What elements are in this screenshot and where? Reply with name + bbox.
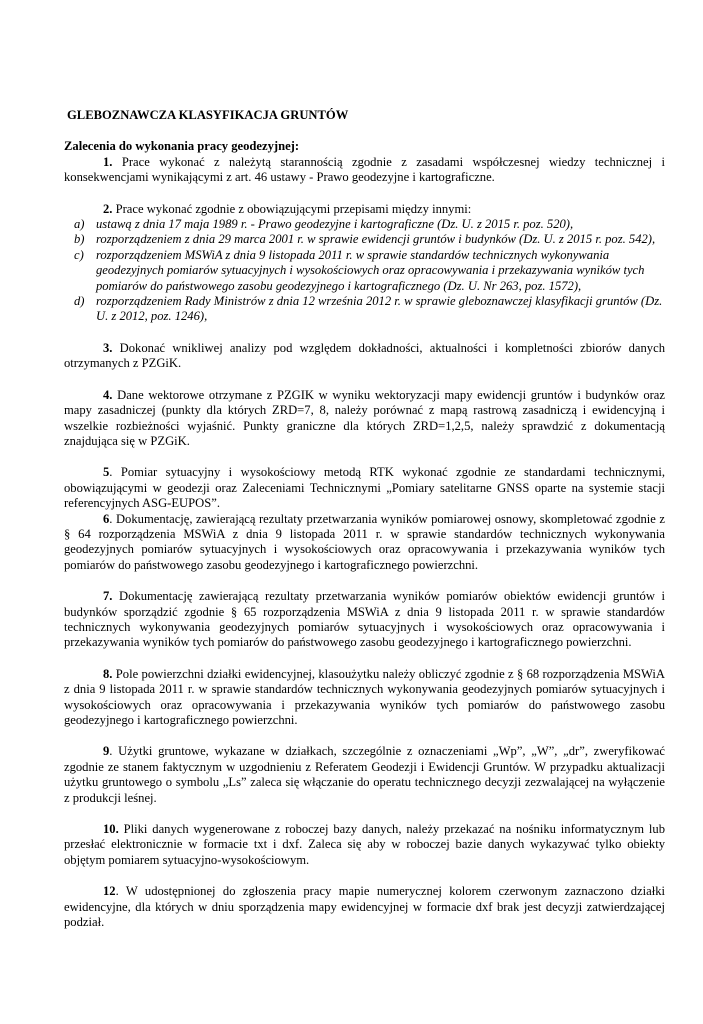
paragraph-6	[64, 512, 665, 574]
list-item	[64, 217, 665, 232]
paragraph-text: . W udostępnionej do zgłoszenia pracy mapie numerycznej kolorem czerwonym zaznaczono działki ewidencyjne, dla których w dniu sporządzenia mapy ewidencyjnej w formacie dxf brak jest decyzji zatwierdzającej podział.	[64, 884, 665, 930]
list-marker: d)	[74, 294, 85, 309]
paragraph-number: 10.	[103, 822, 119, 837]
list-item-text: ustawą z dnia 17 maja 1989 r. - Prawo geodezyjne i kartograficzne (Dz. U. z 2015 r. poz. 520),	[96, 217, 574, 232]
legal-basis-list	[64, 217, 665, 325]
paragraph-text: Pliki danych wygenerowane z roboczej bazy danych, należy przekazać na nośniku informatycznym lub przesłać elektronicznie w formacie txt i dxf. Zaleca się aby w roboczej bazie danych wykazywać tylko obiekty objętym pomiarem sytuacyjno-wysokościowym.	[64, 822, 665, 867]
paragraph-text: Dokumentację zawierającą rezultaty przetwarzania wyników pomiarów obiektów ewidencji gruntów i budynków sporządzić zgodnie § 65 rozporządzenia MSWiA z dnia 9 listopada 2011 r. w sprawie standardów technicznych wykonywania geodezyjnych pomiarów sytuacyjnych i wysokościowych oraz opracowywania i przekazywania wyników tych pomiarów do państwowego zasobu geodezyjnego i kartograficznego powierzchni.	[64, 589, 665, 650]
paragraph-number: 4.	[103, 387, 113, 402]
section-heading: Zalecenia do wykonania pracy geodezyjnej:	[64, 139, 300, 154]
list-marker: c)	[74, 247, 84, 262]
list-marker: a)	[74, 217, 85, 232]
paragraph-number: 8.	[103, 666, 113, 681]
paragraph-text: . Pomiar sytuacyjny i wysokościowy metodą RTK wykonać zgodnie ze standardami technicznymi, obowiązującymi w geodezji oraz Zaleceniami Technicznymi „Pomiary satelitarne GNSS oparte na systemie stacji referencyjnych ASG-EUPOS”.	[64, 465, 665, 511]
paragraph-number: 5	[103, 465, 110, 480]
paragraph-10	[64, 822, 665, 868]
paragraph-7	[64, 589, 665, 651]
paragraph-number: 3.	[103, 340, 113, 355]
paragraph-3	[64, 341, 665, 372]
paragraph-text: Pole powierzchni działki ewidencyjnej, klasoużytku należy obliczyć zgodnie z § 68 rozporządzenia MSWiA z dnia 9 listopada 2011 r. w sprawie standardów technicznych wykonywania geodezyjnych pomiarów sytuacyjnych i wysokościowych oraz opracowywania i przekazywania wyników tych pomiarów do państwowego zasobu geodezyjnego i kartograficznego powierzchni.	[64, 666, 665, 727]
paragraph-2	[64, 202, 665, 217]
paragraph-text: Prace wykonać zgodnie z obowiązującymi przepisami między innymi:	[112, 201, 472, 216]
paragraph-8	[64, 667, 665, 729]
paragraph-number: 7.	[103, 589, 113, 604]
paragraph-5	[64, 465, 665, 511]
paragraph-text: Prace wykonać z należytą starannością zgodnie z zasadami współczesnej wiedzy technicznej i konsekwencjami wynikającymi z art. 46 ustawy - Prawo geodezyjne i kartograficzne.	[64, 154, 665, 185]
paragraph-number: 6	[103, 511, 110, 526]
paragraph-9	[64, 744, 665, 806]
paragraph-4	[64, 388, 665, 450]
document-title: GLEBOZNAWCZA KLASYFIKACJA GRUNTÓW	[67, 108, 349, 122]
list-item	[64, 294, 665, 325]
document-body	[64, 108, 665, 930]
list-marker: b)	[74, 232, 85, 247]
paragraph-text: . Użytki gruntowe, wykazane w działkach, szczególnie z oznaczeniami „Wp”, „W”, „dr”, zweryfikować zgodnie ze stanem faktycznym w uzgodnieniu z Referatem Geodezji i Ewidencji Gruntów. W przypadku aktualizacji użytku gruntowego o symbolu „Ls” zaleca się włączanie do operatu technicznego decyzji zezwalającej na wyłączenie z produkcji leśnej.	[64, 744, 665, 805]
list-item-text: rozporządzeniem z dnia 29 marca 2001 r. w sprawie ewidencji gruntów i budynków (Dz. U. z 2015 r. poz. 542),	[96, 232, 656, 247]
paragraph-text: Dokonać wnikliwej analizy pod względem dokładności, aktualności i kompletności zbiorów danych otrzymanych z PZGiK.	[64, 340, 665, 371]
list-item	[64, 232, 665, 247]
paragraph-12	[64, 884, 665, 930]
list-item	[64, 248, 665, 294]
paragraph-number: 9	[103, 744, 110, 759]
paragraph-text: . Dokumentację, zawierającą rezultaty przetwarzania wyników pomiarowej osnowy, skompletować zgodnie z § 64 rozporządzenia MSWiA z dnia 9 listopada 2011 r. w sprawie standardów technicznych wykonywania geodezyjnych pomiarów sytuacyjnych i wysokościowych oraz opracowywania i przekazywania wyników tych pomiarów do państwowego zasobu geodezyjnego i kartograficznego powierzchni.	[64, 511, 665, 572]
paragraph-number: 12	[103, 884, 116, 899]
paragraph-number: 2.	[103, 201, 113, 216]
paragraph-1	[64, 155, 665, 186]
paragraph-number: 1.	[103, 154, 113, 169]
paragraph-text: Dane wektorowe otrzymane z PZGIK w wyniku wektoryzacji mapy ewidencji gruntów i budynków oraz mapy zasadniczej (punkty dla których ZRD=7, 8, należy porównać z mapą rastrową zasadniczą i ewidencyjną i wszelkie rozbieżności wyjaśnić. Punkty graniczne dla których ZRD=1,2,5, należy sprawdzić z dokumentacją znajdująca się w PZGiK.	[64, 387, 665, 448]
list-item-text: rozporządzeniem MSWiA z dnia 9 listopada 2011 r. w sprawie standardów technicznych wykonywania geodezyjnych pomiarów sytuacyjnych i wysokościowych oraz opracowywania i przekazywania wyników tych pomiarów do państwowego zasobu geodezyjnego i kartograficznego (Dz. U. Nr 263, poz. 1572),	[96, 247, 645, 293]
list-item-text: rozporządzeniem Rady Ministrów z dnia 12 września 2012 r. w sprawie gleboznawczej klasyfikacji gruntów (Dz. U. z 2012, poz. 1246),	[96, 294, 663, 324]
